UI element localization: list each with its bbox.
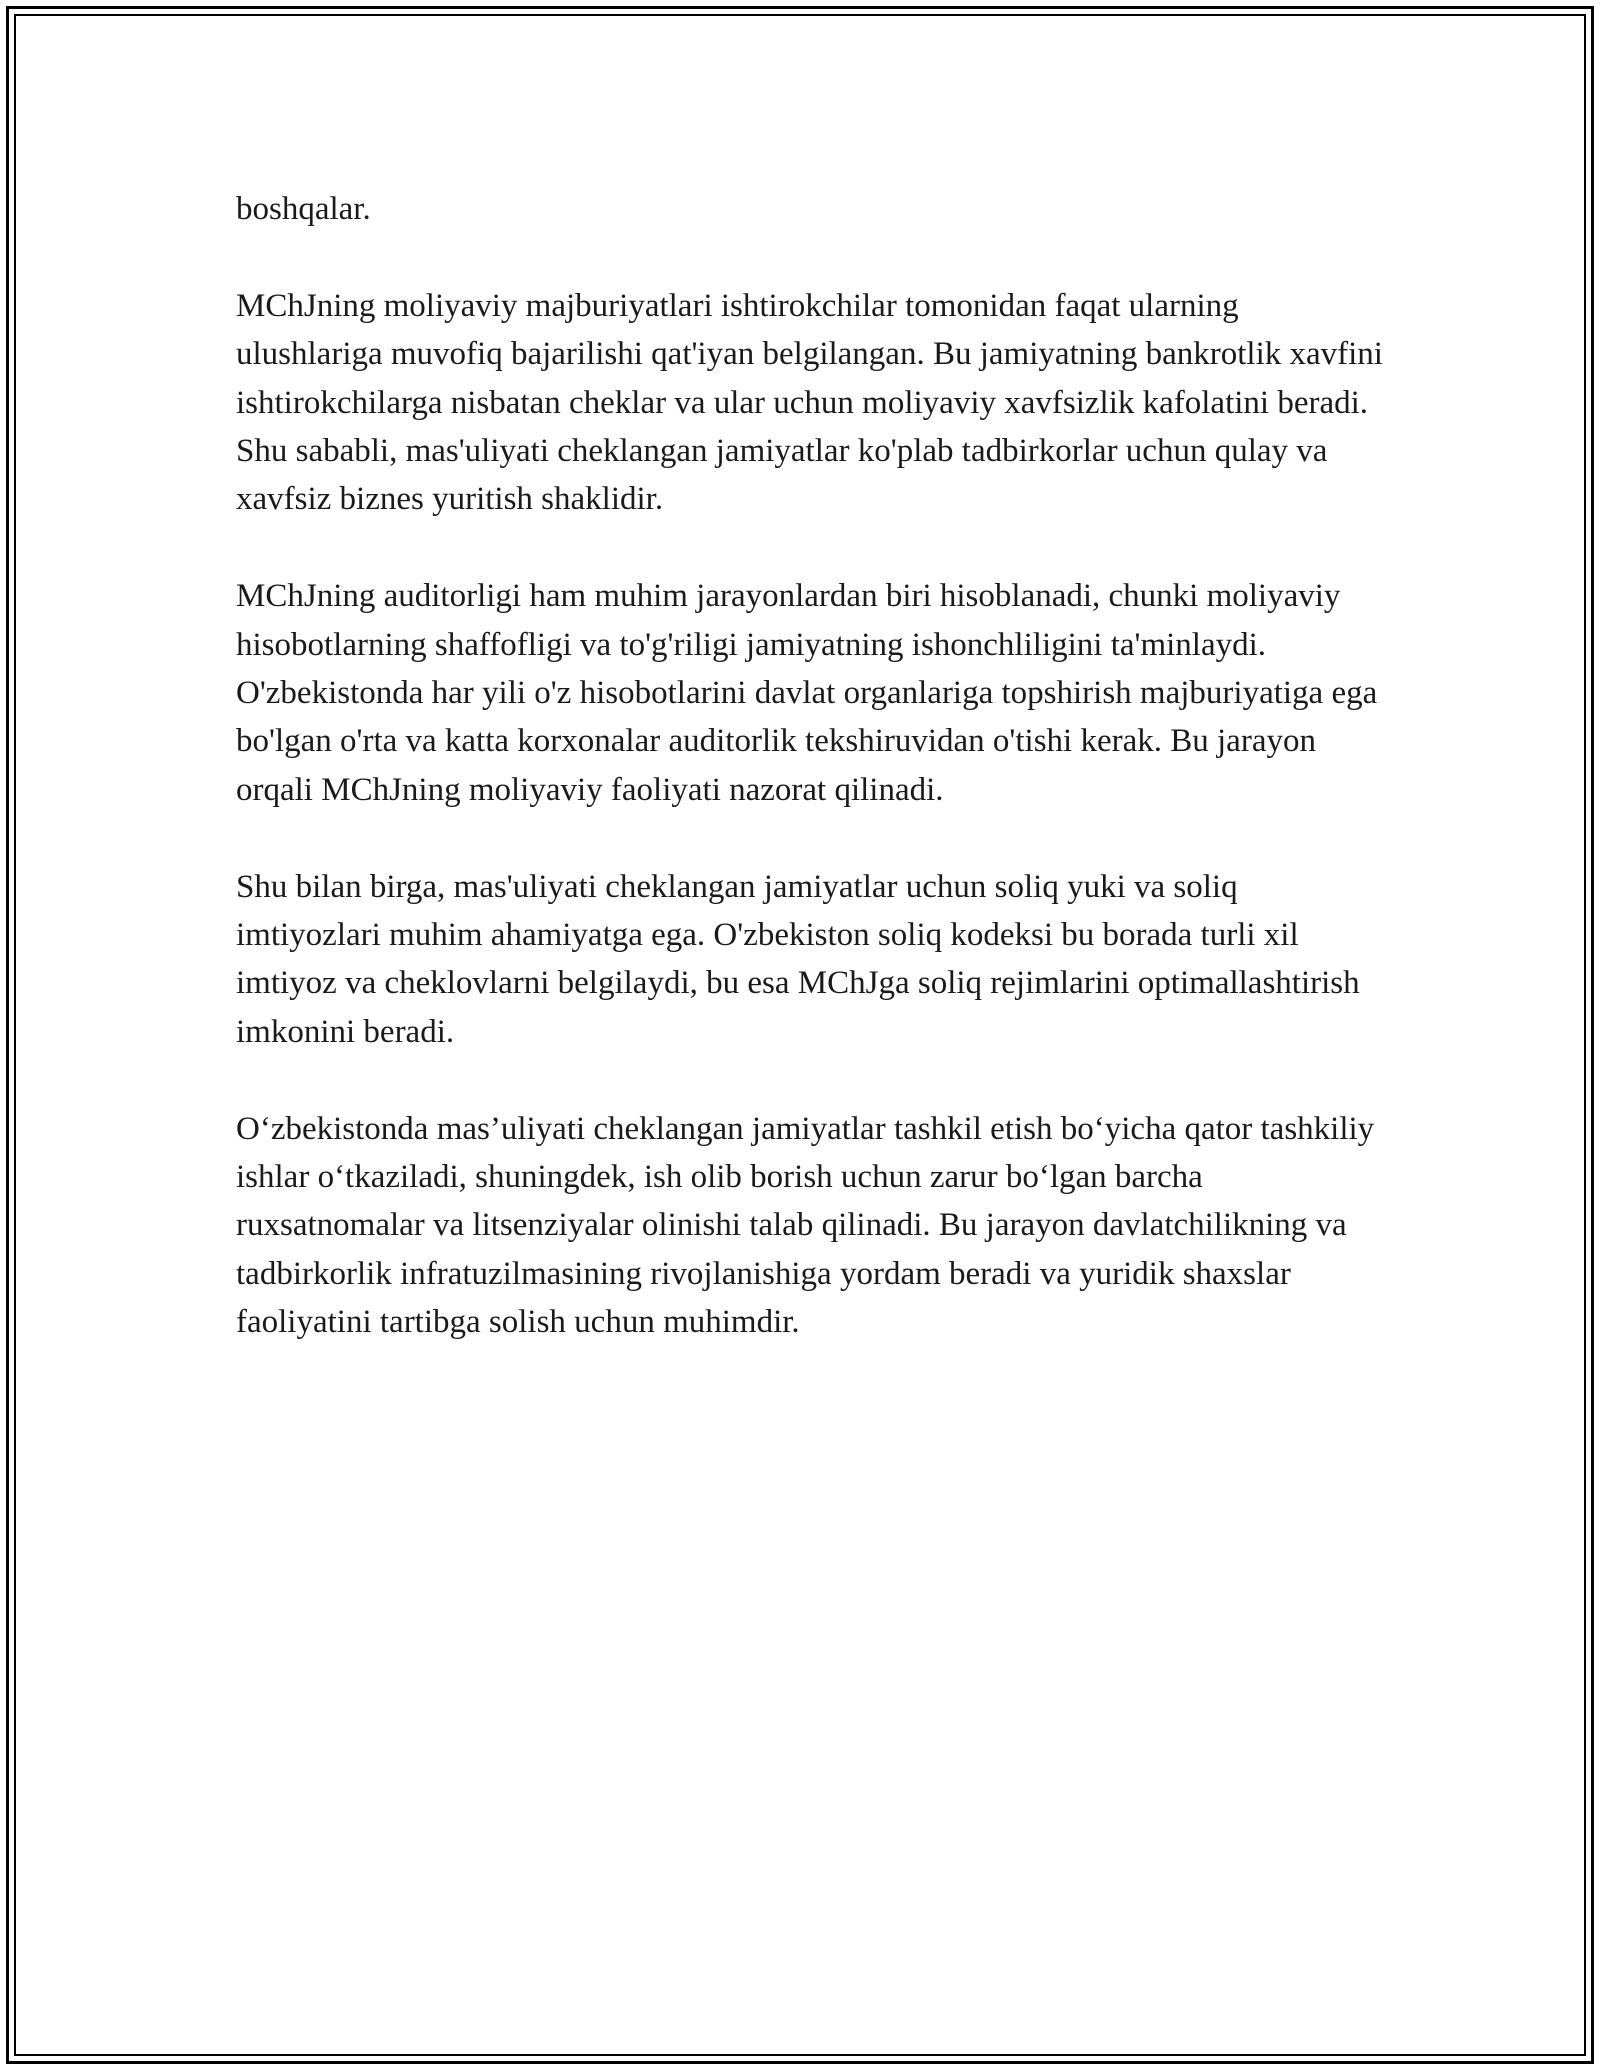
- document-body: [236, 185, 1386, 1395]
- paragraph-1: boshqalar.: [236, 191, 371, 227]
- paragraph-2: MChJning moliyaviy majburiyatlari ishtirokchilar tomonidan faqat ularning ulushlariga muvofiq bajarilishi qat'iyan belgilangan. Bu jamiyatning bankrotlik xavfini ishtirokchilarga nisbatan cheklar va ular uchun moliyaviy xavfsizlik kafolatini beradi. Shu sababli, mas'uliyati cheklangan jamiyatlar ko'plab tadbirkorlar uchun qulay va xavfsiz biznes yuritish shaklidir.: [236, 287, 1383, 518]
- paragraph-4: Shu bilan birga, mas'uliyati cheklangan jamiyatlar uchun soliq yuki va soliq imtiyozlari muhim ahamiyatga ega. O'zbekiston soliq kodeksi bu borada turli xil imtiyoz va cheklovlarni belgilaydi, bu esa MChJga soliq rejimlarini optimallashtirish imkonini beradi.: [236, 868, 1360, 1050]
- paragraph-5: O‘zbekistonda mas’uliyati cheklangan jamiyatlar tashkil etish bo‘yicha qator tashkiliy ishlar o‘tkaziladi, shuningdek, ish olib borish uchun zarur bo‘lgan barcha ruxsatnomalar va litsenziyalar olinishi talab qilinadi. Bu jarayon davlatchilikning va tadbirkorlik infratuzilmasining rivojlanishiga yordam beradi va yuridik shaxslar faoliyatini tartibga solish uchun muhimdir.: [236, 1110, 1375, 1341]
- paragraph-3: MChJning auditorligi ham muhim jarayonlardan biri hisoblanadi, chunki moliyaviy hisobotlarning shaffofligi va to'g'riligi jamiyatning ishonchliligini ta'minlaydi. O'zbekistonda har yili o'z hisobotlarini davlat organlariga topshirish majburiyatiga ega bo'lgan o'rta va katta korxonalar auditorlik tekshiruvidan o'tishi kerak. Bu jarayon orqali MChJning moliyaviy faoliyati nazorat qilinadi.: [236, 578, 1378, 808]
